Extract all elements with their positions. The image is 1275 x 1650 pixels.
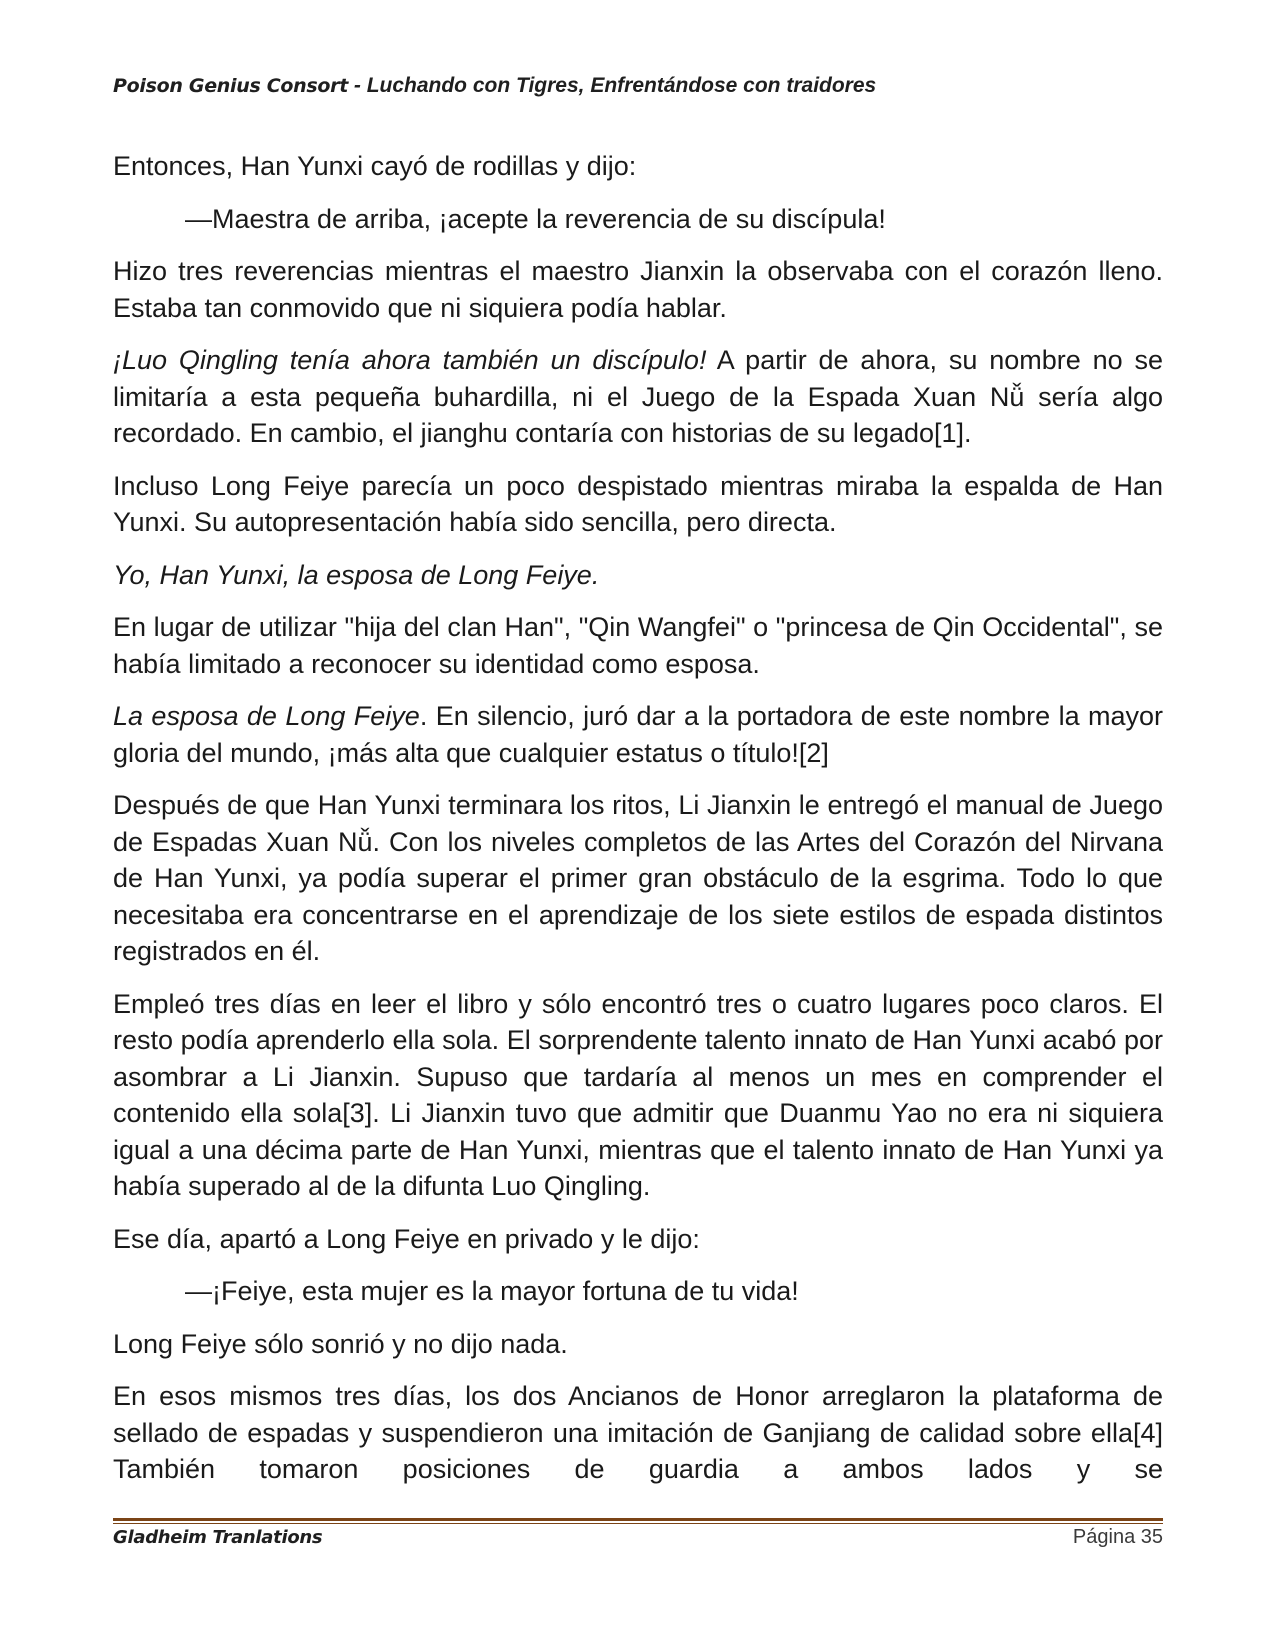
italic-thought: ¡Luo Qingling tenía ahora también un discípulo! [113,345,707,375]
paragraph [113,1326,1163,1363]
paragraph-text: Ese día, apartó a Long Feiye en privado y le dijo: [113,1223,700,1254]
document-body [113,148,1163,1504]
dialogue-line [113,201,1163,238]
italic-thought: La esposa de Long Feiye [113,701,420,731]
paragraph [113,557,1163,594]
paragraph [113,787,1163,970]
paragraph-text: Después de que Han Yunxi terminara los ritos, Li Jianxin le entregó el manual de Juego de Espadas Xuan Nǚ. Con los niveles completos de las Artes del Corazón del Nirvana de Han Yunxi, ya podía superar el primer gran obstáculo de la esgrima. Todo lo que necesitaba era concentrarse en el aprendizaje de los siete estilos de espada distintos registrados en él. [113,790,1163,966]
header-separator: - [348,74,367,97]
paragraph-text: Hizo tres reverencias mientras el maestro Jianxin la observaba con el corazón lleno. Estaba tan conmovido que ni siquiera podía hablar. [113,256,1163,323]
paragraph-text: Empleó tres días en leer el libro y sólo encontró tres o cuatro lugares poco claros. El resto podía aprenderlo ella sola. El sorprendente talento innato de Han Yunxi acabó por asombrar a Li Jianxin. Supuso que tardaría al menos un mes en comprender el contenido ella sola[3]. Li Jianxin tuvo que admitir que Duanmu Yao no era ni siquiera igual a una décima parte de Han Yunxi, mientras que el talento innato de Han Yunxi ya había superado al de la difunta Luo Qingling. [113,988,1163,1201]
paragraph-text: Entonces, Han Yunxi cayó de rodillas y dijo: [113,151,637,181]
paragraph [113,148,1163,185]
paragraph-text: —¡Feiye, esta mujer es la mayor fortuna de tu vida! [185,1276,799,1306]
book-title: Poison Genius Consort [113,75,349,97]
paragraph [113,698,1163,771]
page-number: Página 35 [1072,1526,1163,1548]
paragraph [113,609,1163,682]
paragraph [113,1221,1163,1258]
chapter-title: Luchando con Tigres, Enfrentándose con traidores [366,74,877,97]
paragraph-text: . En silencio, juró dar a la portadora de este nombre la mayor gloria del mundo, ¡más alta que cualquier estatus o título![2] [113,701,1163,768]
paragraph-text: En lugar de utilizar "hija del clan Han", "Qin Wangfei" o "princesa de Qin Occidental", se había limitado a reconocer su identidad como esposa. [113,612,1163,679]
paragraph [113,986,1163,1205]
paragraph-text: —Maestra de arriba, ¡acepte la reverencia de su discípula! [185,203,886,234]
dialogue-line [113,1273,1163,1310]
paragraph [113,1378,1163,1488]
paragraph-text: Long Feiye sólo sonrió y no dijo nada. [113,1328,568,1359]
paragraph [113,468,1163,541]
paragraph [113,253,1163,326]
italic-thought: Yo, Han Yunxi, la esposa de Long Feiye. [113,559,600,590]
footer-rule [113,1518,1163,1524]
page-header [113,74,1163,98]
paragraph-text: Incluso Long Feiye parecía un poco despistado mientras miraba la espalda de Han Yunxi. Su autopresentación había sido sencilla, pero directa. [113,470,1163,537]
paragraph-text: En esos mismos tres días, los dos Ancianos de Honor arreglaron la plataforma de sellado de espadas y suspendieron una imitación de Ganjiang de calidad sobre ella[4] También tomaron posiciones de guardia a ambos lados y se [113,1381,1163,1484]
paragraph-text: A partir de ahora, su nombre no se limitaría a esta pequeña buhardilla, ni el Juego de la Espada Xuan Nǚ sería algo recordado. En cambio, el jianghu contaría con historias de su legado[1]. [113,345,1163,448]
paragraph [113,342,1163,452]
publisher-name: Gladheim Tranlations [113,1527,323,1548]
